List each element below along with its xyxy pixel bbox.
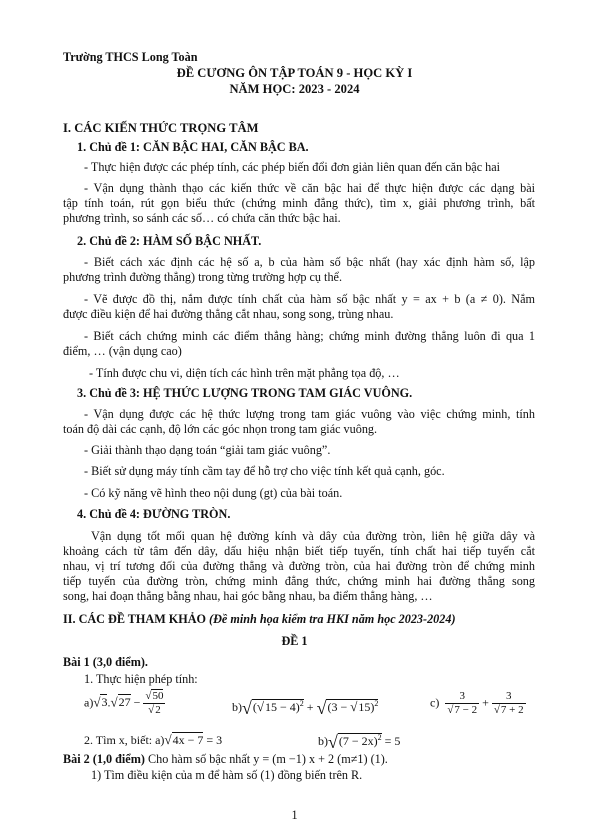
section-2-title: II. CÁC ĐỀ THAM KHẢO [63, 612, 206, 626]
sqrt-15-first: 15 [265, 700, 278, 714]
fraction-3-over-sqrt7-minus-2: $\frac{3}{√7 - 2}$ [447, 690, 478, 716]
topic-4-line-4: tiếp tuyến của đường tròn, chứng minh đẳng thức, chứng minh hai đường thẳng song [63, 574, 535, 588]
exercise-2-statement [63, 752, 388, 767]
fraction-sqrt50-sqrt2: $\frac{√50}{√2}$ [145, 690, 164, 716]
minus-2-term: − 2 [459, 704, 478, 716]
label-1b: b) [232, 700, 242, 714]
exam-title: ĐỀ 1 [281, 634, 308, 648]
exercise-1-question-2-row: 2. Tìm x, biết: a)√4x − 7 = 3 [84, 732, 223, 747]
exercise-2-question-1: 1) Tìm điều kiện của m để hàm số (1) đồng biến trên R. [91, 768, 363, 782]
topic-1-point-1: - Thực hiện được các phép tính, các phép biến đổi đơn giản liên quan đến căn bậc hai [84, 160, 501, 174]
three-minus-term: (3 − [327, 700, 351, 714]
square-exponent-3: 2 [377, 733, 382, 742]
sqrt-27: 27 [118, 695, 131, 710]
seven-minus-2x: (7 − 2x) [338, 734, 378, 748]
plus-sign-1c: + [479, 695, 492, 710]
sqrt-4x-minus-7: 4x − 7 [172, 733, 204, 747]
label-2a: a) [155, 733, 165, 747]
topic-1-heading: 1. Chủ đề 1: CĂN BẬC HAI, CĂN BẬC BA. [77, 140, 309, 154]
page-number: 1 [291, 808, 298, 822]
numerator-3-second: 3 [492, 690, 526, 704]
sqrt-7-second: 7 [500, 704, 507, 716]
exercise-2-heading: Bài 2 (1,0 điểm) [63, 752, 145, 766]
square-exponent-2: 2 [374, 699, 379, 708]
section-1-heading: I. CÁC KIẾN THỨC TRỌNG TÂM [63, 121, 259, 135]
topic-4-line-2: khoảng cách từ tâm đến dây, dấu hiệu nhận biết tiếp tuyến, tính chất hai tiếp tuyến cắt [63, 544, 535, 558]
exercise-1-question-1: 1. Thực hiện phép tính: [84, 672, 198, 686]
equals-3: = 3 [203, 733, 223, 747]
topic-2-point-2-line-1: - Vẽ được đồ thị, nắm được tính chất của hàm số bậc nhất y = ax + b (a ≠ 0). Nắm [84, 292, 535, 306]
equals-5: = 5 [381, 734, 401, 748]
document-title: ĐỀ CƯƠNG ÔN TẬP TOÁN 9 - HỌC KỲ I [176, 66, 413, 80]
sqrt-2: 2 [155, 704, 161, 716]
topic-1-point-2-line-1: - Vận dụng thành thạo các kiến thức về căn bậc hai để thực hiện được các dạng bài [84, 181, 535, 195]
math-expression-1b: $b)√(√15 - 4)^2 + √(3 - √15)^2$ [232, 697, 379, 718]
minus-sign: − [130, 695, 144, 710]
topic-2-point-1-line-1: - Biết cách xác định các hệ số a, b của hàm số bậc nhất (hay xác định hàm số, lập [84, 255, 535, 269]
exercise-1-heading: Bài 1 (3,0 điểm). [63, 655, 148, 669]
fraction-3-over-sqrt7-plus-2: $\frac{3}{√7 + 2}$ [493, 690, 524, 716]
topic-2-point-3-line-1: - Biết cách chứng minh các điểm thẳng hàng; chứng minh đường thẳng luôn đi qua 1 [84, 329, 535, 343]
topic-1-point-2-line-3: phương trình, so sánh các số… có chứa căn thức bậc hai. [63, 211, 341, 225]
topic-2-point-2-line-2: được điều kiện để hai đường thẳng cắt nhau, song song, trùng nhau. [63, 307, 394, 321]
topic-4-heading: 4. Chủ đề 4: ĐƯỜNG TRÒN. [77, 507, 231, 521]
math-expression-2b: $b)√(7 - 2x)^2 = 5$ [318, 731, 401, 752]
sqrt-15-second: 15 [358, 700, 371, 714]
topic-4-line-1: Vận dụng tốt mối quan hệ đường kính và dây của đường tròn, liên hệ giữa dây và [91, 529, 535, 543]
topic-2-point-4: - Tính được chu vi, diện tích các hình trên mặt phẳng tọa độ, … [89, 366, 400, 380]
topic-3-point-3: - Biết sử dụng máy tính cầm tay để hỗ trợ cho việc tính kết quả cạnh, góc. [84, 464, 445, 478]
label-2b: b) [318, 734, 328, 748]
minus-4-term: − 4) [277, 700, 300, 714]
math-expression-1c [430, 690, 526, 717]
sqrt-3: 3 [101, 695, 108, 710]
topic-1-point-2-line-2: tập tính toán, rút gọn biểu thức (chứng minh đẳng thức), tìm x, giải phương trình, bất [63, 196, 535, 210]
topic-3-point-1-line-1: - Vận dụng được các hệ thức lượng trong tam giác vuông vào việc chứng minh, tính [84, 407, 535, 421]
school-year: NĂM HỌC: 2023 - 2024 [229, 82, 360, 96]
exercise-2-text: Cho hàm số bậc nhất y = (m −1) x + 2 (m≠1) (1). [144, 752, 388, 766]
section-2-subtitle: (Đề minh họa kiểm tra HKI năm học 2023-2024) [209, 612, 456, 626]
topic-4-line-3: nhau, vị trí tương đối của đường thẳng và đường tròn, của hai đường tròn để chứng minh [63, 559, 535, 573]
sqrt-7-first: 7 [454, 704, 460, 716]
exercise-1-question-2: 2. Tìm x, biết: [84, 733, 153, 747]
topic-2-point-3-line-2: điểm, … (vận dụng cao) [63, 344, 182, 358]
topic-4-line-5: song, hai đoạn thẳng bằng nhau, hai góc bằng nhau, ba điểm thẳng hàng, … [63, 589, 433, 603]
topic-3-point-2: - Giải thành thạo dạng toán “giải tam giác vuông”. [84, 443, 331, 457]
sqrt-50: 50 [152, 690, 164, 702]
plus-sign-1b: + [303, 700, 317, 714]
plus-2-term: + 2 [506, 704, 524, 716]
school-name: Trường THCS Long Toàn [63, 50, 198, 64]
section-2-heading [63, 612, 456, 627]
square-exponent-1: 2 [299, 699, 304, 708]
topic-3-point-4: - Có kỹ năng vẽ hình theo nội dung (gt) của bài toán. [84, 486, 343, 500]
numerator-3-first: 3 [445, 690, 479, 704]
label-1c: c) [430, 695, 440, 710]
math-expression-1a: a)√3.√27 − $\frac{√50}{√2}$ [84, 690, 164, 716]
topic-2-heading: 2. Chủ đề 2: HÀM SỐ BẬC NHẤT. [77, 234, 262, 248]
topic-3-point-1-line-2: toán độ dài các cạnh, độ lớn các góc nhọn trong tam giác vuông. [63, 422, 378, 436]
topic-2-point-1-line-2: phương trình đường thẳng) trong từng trường hợp cụ thể. [63, 270, 342, 284]
label-1a: a) [84, 695, 94, 710]
closing-paren: ) [370, 700, 375, 714]
topic-3-heading: 3. Chủ đề 3: HỆ THỨC LƯỢNG TRONG TAM GIÁC VUÔNG. [77, 386, 413, 400]
